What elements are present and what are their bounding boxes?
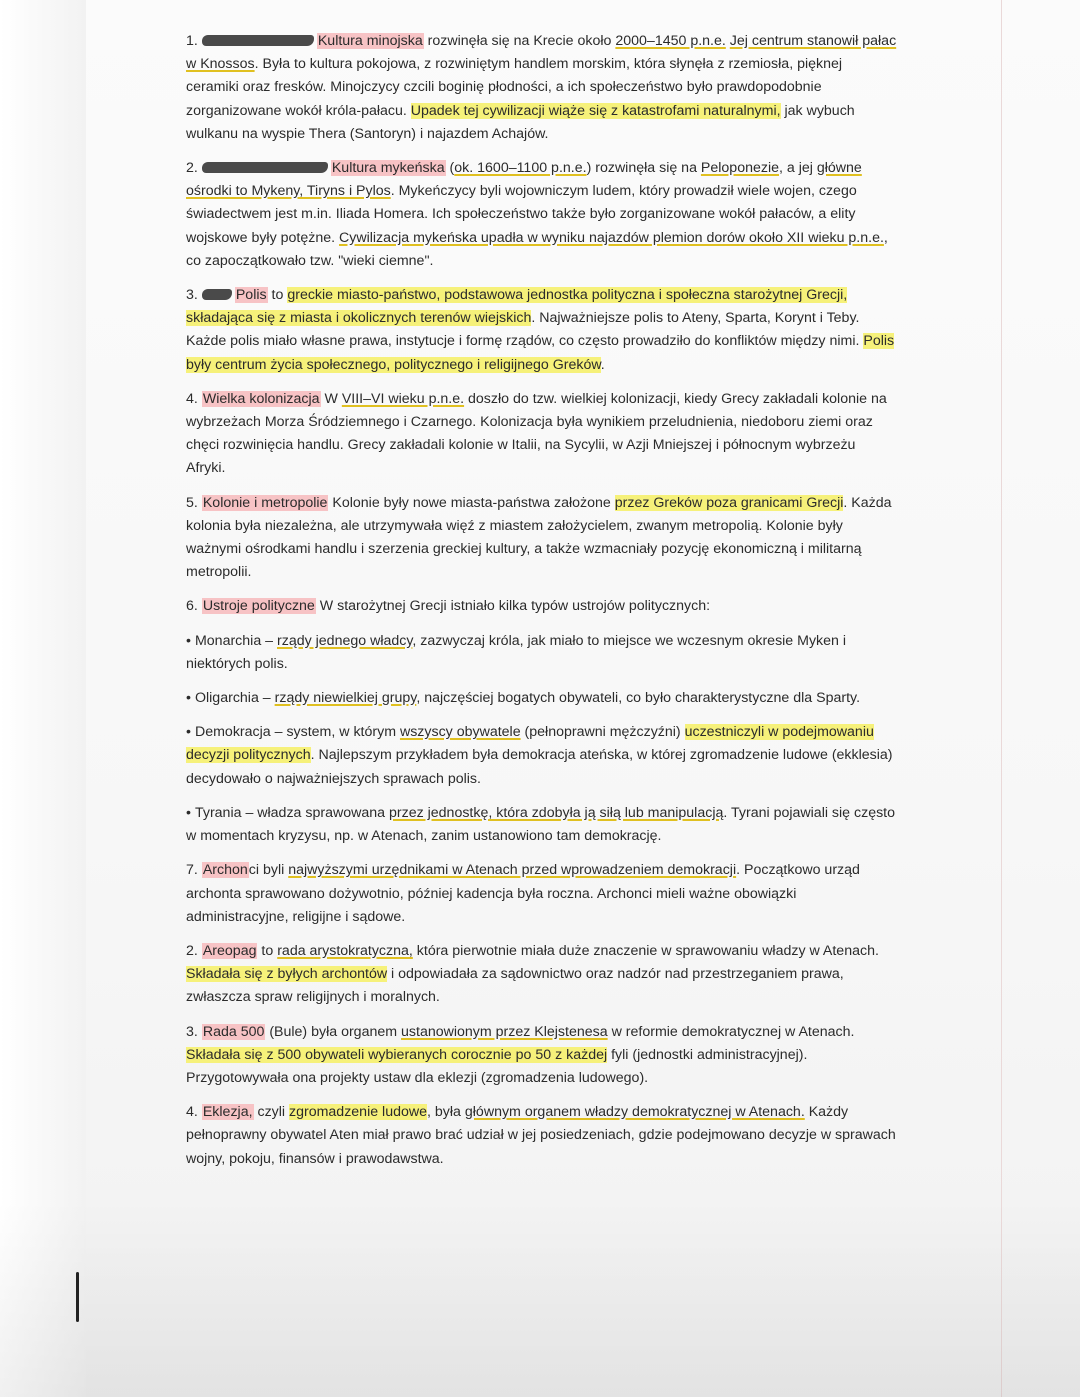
notes-content: [186, 30, 898, 1182]
section-mycenaean: 2. Kultura mykeńska (ok. 1600–1100 p.n.e.) rozwinęła się na Peloponezie, a jej główne ośrodki to Mykeny, Tiryns i Pylos. Mykeńczycy byli wojowniczym ludem, który prowadził wiele wojen, czego świadectwem jest m.in. Iliada Homera. Ich społeczeństwo także było zorganizowane wokół pałaców, a elity wojskowe były potężne. Cywilizacja mykeńska upadła w wyniku najazdów plemion dorów około XII wieku p.n.e., co zapoczątkowało tzw. "wieki ciemne".: [186, 160, 888, 269]
section-colonies: 5. Kolonie i metropolie Kolonie były nowe miasta-państwa założone przez Greków poza granicami Grecji. Każda kolonia była niezależna, ale utrzymywała więź z miastem założycielem, zwanym metropolią. Kolonie były ważnymi ośrodkami handlu i szerzenia greckiej kultury, a także wzmacniały pozycję ekonomiczną i militarną metropolii.: [186, 494, 892, 581]
scan-shadow: [0, 1200, 1080, 1397]
bullet-marker: •: [186, 632, 191, 649]
section-areopagus: 2. Areopag to rada arystokratyczna, która pierwotnie miała duże znaczenie w sprawowaniu władzy w Atenach. Składała się z byłych archontów i odpowiadała za sądownictwo oraz nadzór nad przestrzeganiem prawa, zwłaszcza spraw religijnych i moralnych.: [186, 942, 879, 1006]
section-term: Kultura mykeńska: [331, 160, 445, 177]
section-council-500: 3. Rada 500 (Bule) była organem ustanowionym przez Klejstenesa w reformie demokratycznej w Atenach. Składała się z 500 obywateli wybieranych corocznie po 50 z każdej fyli (jednostki administracyjnej). Przygotowywała ona projekty ustaw dla eklezji (zgromadzenia ludowego).: [186, 1023, 855, 1086]
bullet-democracy: • Demokracja – system, w którym wszyscy obywatele (pełnoprawni mężczyźni) uczestniczyli w podejmowaniu decyzji politycznych. Najlepszym przykładem była demokracja ateńska, w której zgromadzenie ludowe (ekklesia) decydowało o najważniejszych sprawach polis.: [186, 724, 893, 787]
section-ekklesia: 4. Eklezja, czyli zgromadzenie ludowe, była głównym organem władzy demokratycznej w Atenach. Każdy pełnoprawny obywatel Aten miał prawo brać udział w jej posiedzeniach, gdzie podejmowano decyzje w sprawach wojny, pokoju, finansów i prawodawstwa.: [186, 1104, 896, 1167]
section-number: 1.: [186, 33, 198, 49]
bullet-marker: •: [186, 804, 191, 821]
bullet-marker: •: [186, 690, 191, 707]
crossed-out-scribble: [202, 35, 314, 46]
bullet-oligarchy: • Oligarchia – rządy niewielkiej grupy, najczęściej bogatych obywateli, co było charakterystyczne dla Sparty.: [186, 690, 861, 707]
section-number: 3.: [186, 287, 198, 304]
bullet-term: Demokracja: [194, 724, 271, 741]
section-number: 6.: [186, 598, 198, 615]
section-number: 3.: [186, 1023, 198, 1040]
section-minoan: 1. Kultura minojska rozwinęła się na Krecie około 2000–1450 p.n.e. Jej centrum stanowił pałac w Knossos. Była to kultura pokojowa, z rozwiniętym handlem morskim, która słynęła z rzemiosła, pięknej ceramiki oraz fresków. Minojczycy czcili boginię płodności, a ich społeczeństwo było prawdopodobnie zorganizowane wokół króla-pałacu. Upadek tej cywilizacji wiąże się z katastrofami naturalnymi, jak wybuch wulkanu na wyspie Thera (Santoryn) i najazdem Achajów.: [186, 33, 897, 142]
margin-line: [1001, 0, 1002, 1397]
bullet-term: Oligarchia: [194, 690, 259, 707]
section-polis: 3. Polis to greckie miasto-państwo, podstawowa jednostka polityczna i społeczna starożytnej Grecji, składająca się z miasta i okolicznych terenów wiejskich. Najważniejsze polis to Ateny, Sparta, Korynt i Teby. Każde polis miało własne prawa, instytucje i formę rządów, co często prowadziło do konfliktów między nimi. Polis były centrum życia społecznego, politycznego i religijnego Greków.: [186, 287, 895, 373]
page-left-margin: [0, 0, 86, 1397]
section-term: Areopag: [202, 942, 257, 959]
section-term: Polis: [235, 287, 267, 304]
section-number: 2.: [186, 160, 198, 177]
bullet-term: Monarchia: [194, 632, 262, 649]
pen-mark: [76, 1272, 79, 1322]
section-number: 2.: [186, 942, 198, 959]
section-number: 4.: [186, 1104, 198, 1121]
section-number: 5.: [186, 494, 198, 511]
crossed-out-scribble: [202, 162, 328, 173]
bullet-marker: •: [186, 724, 191, 741]
section-archons: 7. Archonci byli najwyższymi urzędnikami w Atenach przed wprowadzeniem demokracji. Początkowo urząd archonta sprawowano dożywotnio, później kadencja była roczna. Archonci mieli ważne obowiązki administracyjne, religijne i sądowe.: [186, 862, 860, 925]
section-term: Wielka kolonizacja: [202, 390, 320, 407]
section-number: 7.: [186, 862, 198, 879]
section-term: Rada 500: [202, 1023, 265, 1040]
section-term: Kultura minojska: [317, 33, 423, 49]
section-colonization: 4. Wielka kolonizacja W VIII–VI wieku p.n.e. doszło do tzw. wielkiej kolonizacji, kiedy Grecy zakładali kolonie na wybrzeżach Morza Śródziemnego i Czarnego. Kolonizacja była wynikiem przeludnienia, niedoboru ziemi oraz chęci rozwinięcia handlu. Grecy zakładali kolonie w Italii, na Sycylii, w Azji Mniejszej i północnym wybrzeżu Afryki.: [186, 390, 887, 477]
bullet-monarchy: • Monarchia – rządy jednego władcy, zazwyczaj króla, jak miało to miejsce we wczesnym okresie Myken i niektórych polis.: [186, 632, 847, 672]
bullet-term: Tyrania: [194, 804, 242, 821]
section-term: Kolonie i metropolie: [202, 494, 328, 511]
crossed-out-scribble: [202, 289, 232, 300]
section-term: Ustroje polityczne: [202, 598, 315, 615]
section-political-systems: 6. Ustroje polityczne W starożytnej Grecji istniało kilka typów ustrojów politycznych:: [186, 598, 711, 615]
section-term: Eklezja,: [202, 1104, 253, 1121]
section-term: Archon: [202, 862, 248, 879]
section-number: 4.: [186, 390, 198, 407]
bullet-tyranny: • Tyrania – władza sprawowana przez jednostkę, która zdobyła ją siłą lub manipulacją. Tyrani pojawiali się często w momentach kryzysu, np. w Atenach, zanim ustanowiono tam demokrację.: [186, 804, 896, 845]
